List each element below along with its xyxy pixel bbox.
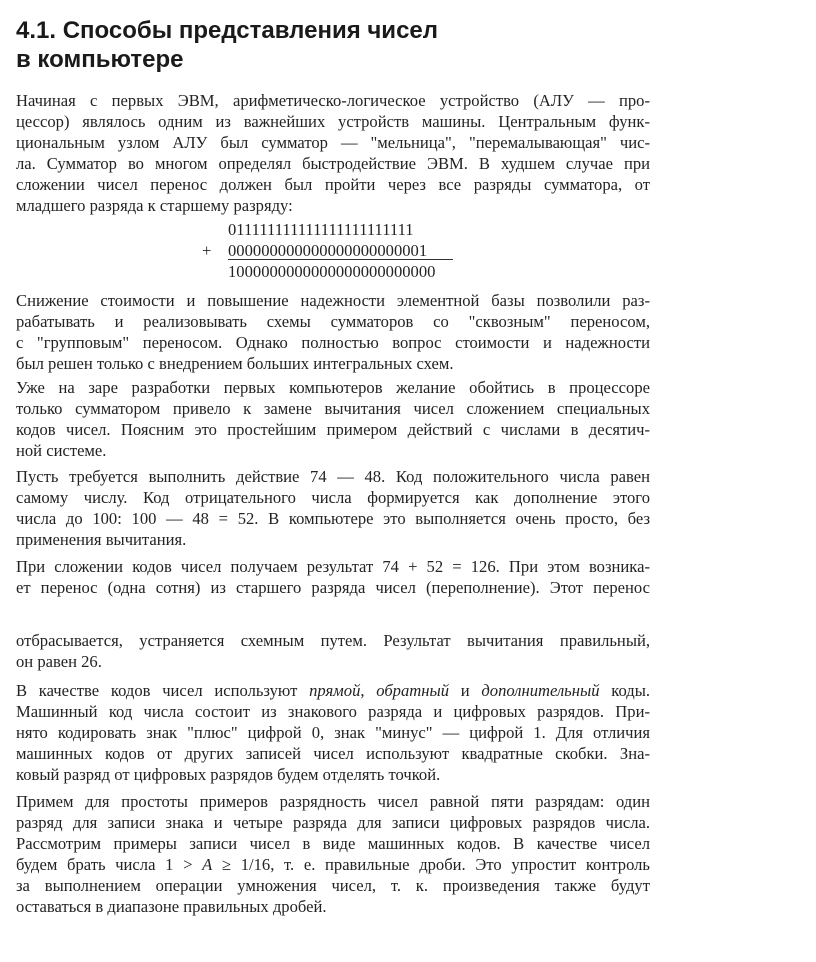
binary-addition-example [200, 219, 460, 282]
text-line: младшего разряда к старшему разряду: [16, 196, 293, 215]
section-heading [16, 16, 716, 74]
text-line: ковый разряд от цифровых разрядов будем отделять точкой. [16, 765, 441, 784]
text-line: ной системе. [16, 441, 107, 460]
text-line [16, 854, 650, 875]
text-line: Начиная с первых ЭВМ, арифметическо-логическое устройство (АЛУ — про- [16, 91, 650, 110]
paragraph-alu-history [16, 90, 650, 216]
text-run: будем брать числа 1 > [16, 855, 203, 874]
term-complement: дополнительный [481, 681, 600, 700]
paragraph-bit-width [16, 791, 650, 917]
addition-result: 1000000000000000000000000 [228, 262, 436, 281]
text-line: При сложении кодов чисел получаем результат 74 + 52 = 126. При этом возника- [16, 557, 650, 576]
text-line: был решен только с внедрением больших интегральных схем. [16, 354, 454, 373]
text-line: с "групповым" переносом. Однако полностью вопрос стоимости и надежности [16, 333, 650, 352]
paragraph-subtraction-example [16, 466, 650, 550]
text-line: машинных кодов от других записей чисел используют квадратные скобки. Зна- [16, 744, 650, 763]
text-line: кодов чисел. Поясним это простейшим примером действий с числами в десятич- [16, 420, 650, 439]
text-line: Примем для простоты примеров разрядность чисел равной пяти разрядам: один [16, 792, 650, 811]
text-line: он равен 26. [16, 652, 102, 671]
paragraph-code-types [16, 680, 650, 785]
text-line: Рассмотрим примеры записи чисел в виде машинных кодов. В качестве чисел [16, 834, 650, 853]
text-line: рабатывать и реализовывать схемы сумматоров со "сквозным" переносом, [16, 312, 650, 331]
text-line: ла. Сумматор во многом определял быстродействие ЭВМ. В худшем случае при [16, 154, 650, 173]
text-run: В качестве кодов чисел используют [16, 681, 310, 700]
text-line: сложении чисел перенос должен был пройти через все разряды сумматора, от [16, 175, 650, 194]
text-line: самому числу. Код отрицательного числа формируется как дополнение этого [16, 488, 650, 507]
addition-operand-1: 011111111111111111111111 [228, 220, 414, 239]
text-run: и [449, 681, 482, 700]
text-line: цессор) являлось одним из важнейших устройств машины. Центральным функ- [16, 112, 650, 131]
heading-line-1: 4.1. Способы представления чисел [16, 17, 439, 44]
text-line: нято кодировать знак "плюс" цифрой 0, знак "минус" — цифрой 1. Для отличия [16, 723, 650, 742]
variable-a: A [202, 855, 213, 874]
heading-line-2: в компьютере [16, 46, 184, 73]
paragraph-adder-only [16, 377, 650, 461]
text-line: Снижение стоимости и повышение надежности элементной базы позволили раз- [16, 291, 650, 310]
term-direct: прямой [309, 681, 361, 700]
text-run: , [360, 681, 377, 700]
text-line: за выполнением операции умножения чисел, т. к. произведения также будут [16, 876, 650, 895]
text-line: разряд для записи знака и четыре разряда для записи цифровых разрядов числа. [16, 813, 650, 832]
text-line: числа до 100: 100 — 48 = 52. В компьютере это выполняется очень просто, без [16, 509, 650, 528]
text-line: Уже на заре разработки первых компьютеров желание обойтись в процессоре [16, 378, 650, 397]
addition-operand-2: 000000000000000000000001 [228, 241, 428, 260]
addition-operator: + [202, 241, 212, 260]
term-inverse: обратный [376, 681, 450, 700]
text-line: оставаться в диапазоне правильных дробей. [16, 897, 327, 916]
paragraph-element-base [16, 290, 650, 374]
text-line: Пусть требуется выполнить действие 74 — 48. Код положительного числа равен [16, 467, 650, 486]
addition-sum-rule [228, 259, 453, 260]
text-line: применения вычитания. [16, 530, 187, 549]
paragraph-code-addition [16, 556, 650, 598]
text-line [16, 680, 650, 701]
text-line: только сумматором привело к замене вычитания чисел сложением специальных [16, 399, 650, 418]
text-run: ≥ 1/16, т. е. правильные дроби. Это упростит контроль [212, 855, 650, 874]
text-line: Машинный код числа состоит из знакового разряда и цифровых разрядов. При- [16, 702, 650, 721]
text-line: циональным узлом АЛУ был сумматор — "мельница", "перемалывающая" чис- [16, 133, 650, 152]
text-line: ет перенос (одна сотня) из старшего разряда чисел (переполнение). Этот перенос [16, 578, 650, 597]
paragraph-overflow-discard [16, 630, 650, 672]
text-line: отбрасывается, устраняется схемным путем. Результат вычитания правильный, [16, 631, 650, 650]
text-run: коды. [599, 681, 651, 700]
